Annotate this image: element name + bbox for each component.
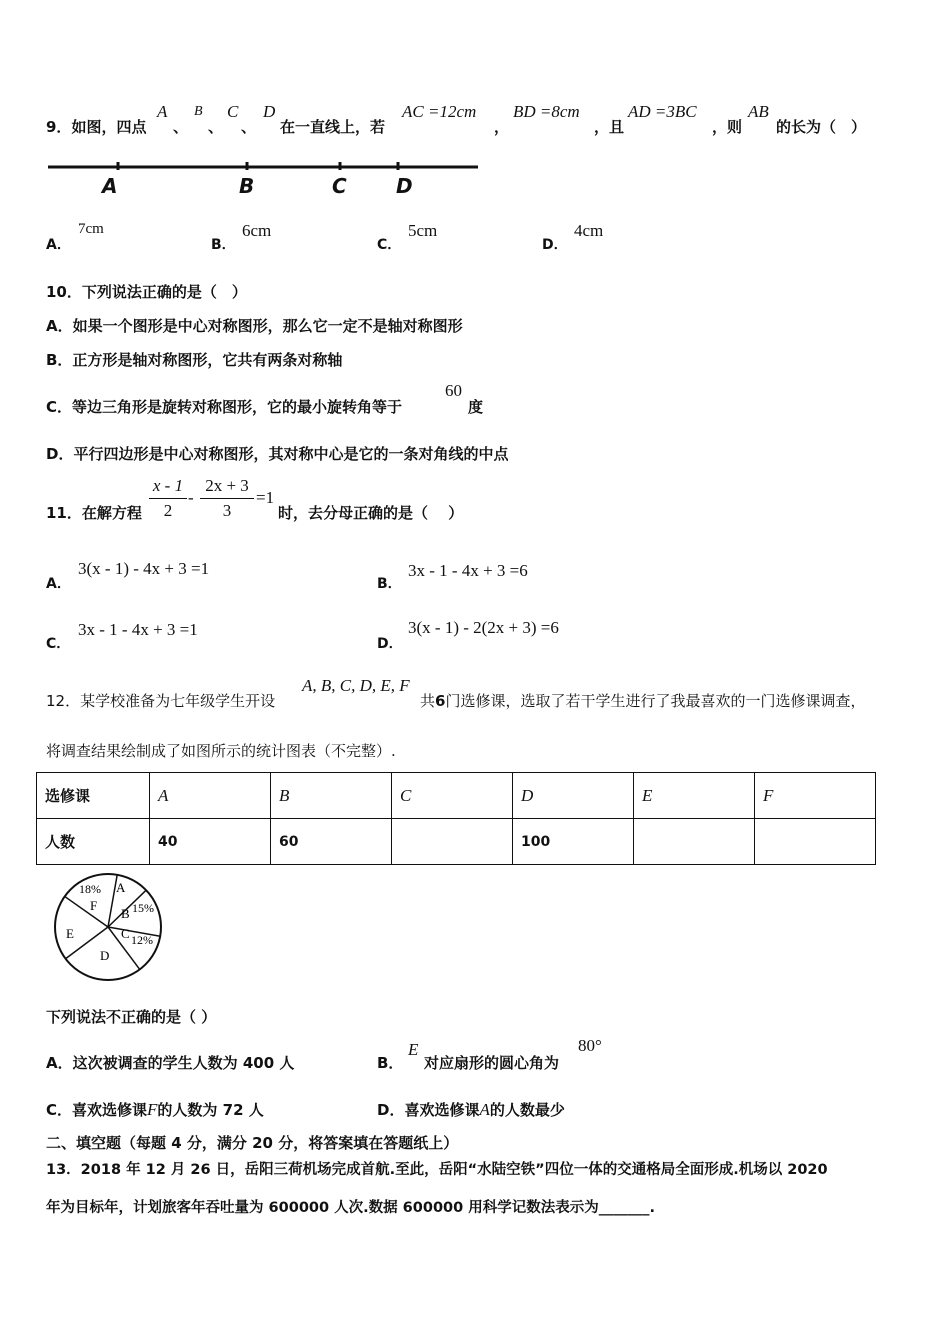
fraction-numerator: x - 1 xyxy=(152,476,184,495)
pie-label-c: C xyxy=(121,926,130,941)
q11-minus: - xyxy=(188,488,194,507)
q11-option-d-label: D． xyxy=(377,636,403,652)
q11-equals: =1 xyxy=(256,488,275,507)
q11-option-c-label: C． xyxy=(46,636,71,652)
q12-option-b-label: B． xyxy=(377,1054,404,1072)
q11-option-a-value: 3(x - 1) - 4x + 3 =1 xyxy=(78,559,210,578)
q11-option-d-value: 3(x - 1) - 2(2x + 3) =6 xyxy=(408,618,559,637)
q9-option-d-value: 4cm xyxy=(574,221,604,240)
q12-courses: A, B, C, D, E, F xyxy=(302,676,410,695)
q9-option-d-label: D． xyxy=(542,237,568,253)
pie-label-b-pct: 15% xyxy=(132,901,154,915)
line-label-c: C xyxy=(332,174,347,198)
q9-var-b: B xyxy=(194,104,203,119)
q9-option-b-value: 6cm xyxy=(242,221,272,240)
q9-var-d: D xyxy=(263,102,276,121)
table-cell xyxy=(392,819,513,865)
q9-var-c: C xyxy=(227,102,239,121)
table-cell: 100 xyxy=(513,819,634,865)
pie-label-c-pct: 12% xyxy=(131,933,153,947)
q10-option-d: D．平行四边形是中心对称图形，其对称中心是它的一条对角线的中点 xyxy=(46,445,509,463)
table-cell: C xyxy=(392,773,513,819)
table-cell: 人数 xyxy=(37,819,150,865)
q9-option-c-value: 5cm xyxy=(408,221,438,240)
q12-option-d: D．喜欢选修课A的人数最少 xyxy=(377,1100,565,1119)
table-cell: B xyxy=(271,773,392,819)
q10-option-c: C．等边三角形是旋转对称图形，它的最小旋转角等于 xyxy=(46,398,403,416)
fraction-denominator: 2 xyxy=(163,501,173,520)
q10-stem: 10．下列说法正确的是（ ） xyxy=(46,283,247,301)
q9-text: ，则 xyxy=(712,118,743,136)
q12-stem-line2: 将调查结果绘制成了如图所示的统计图表（不完整）. xyxy=(46,742,396,760)
table-cell: D xyxy=(513,773,634,819)
q12-substem: 下列说法不正确的是（ ） xyxy=(46,1008,217,1026)
q12-stem: 12．某学校准备为七年级学生开设 xyxy=(46,692,276,710)
q13-line1: 13．2018 年 12 月 26 日，岳阳三荷机场完成首航.至此，岳阳“水陆空铁”四位一体的交通格局全面形成.机场以 2020 xyxy=(46,1162,828,1178)
pie-label-f: F xyxy=(90,898,98,913)
table-cell: F xyxy=(755,773,876,819)
q11-option-a-label: A． xyxy=(46,576,71,592)
fraction-numerator: 2x + 3 xyxy=(205,476,249,495)
q9-comma: ， xyxy=(494,118,510,136)
table-cell: 选修课 xyxy=(37,773,150,819)
pie-slice-boundary-f xyxy=(65,896,108,927)
fraction-denominator: 3 xyxy=(222,501,232,520)
q12-option-b-text: 对应扇形的圆心角为 xyxy=(424,1054,560,1072)
pie-chart xyxy=(48,868,172,984)
q9-sep: 、 xyxy=(173,118,189,136)
q13-line2: 年为目标年，计划旅客年吞吐量为 600000 人次.数据 600000 用科学记数法表示为_______. xyxy=(46,1200,656,1216)
q9-ad: AD =3BC xyxy=(628,102,697,121)
q10-option-c-value: 60 xyxy=(445,381,462,400)
q10-option-a: A．如果一个图形是中心对称图形，那么它一定不是轴对称图形 xyxy=(46,317,463,335)
line-label-b: B xyxy=(239,174,255,198)
table-cell xyxy=(634,819,755,865)
q11-option-c-value: 3x - 1 - 4x + 3 =1 xyxy=(78,620,198,639)
pie-label-d: D xyxy=(100,948,110,963)
line-label-d: D xyxy=(396,174,413,198)
q9-option-c-label: C． xyxy=(377,237,402,253)
table-cell xyxy=(755,819,876,865)
q9-stem: 9．如图，四点 xyxy=(46,118,147,136)
pie-label-e: E xyxy=(66,926,74,941)
q9-ac: AC =12cm xyxy=(402,102,477,121)
pie-label-b: B xyxy=(121,906,130,921)
q12-option-a: A．这次被调查的学生人数为 400 人 xyxy=(46,1054,295,1072)
q9-bd: BD =8cm xyxy=(513,102,580,121)
q9-text: 的长为（ ） xyxy=(776,118,867,136)
q9-option-a-label: A． xyxy=(46,237,71,253)
table-row xyxy=(37,819,876,865)
line-label-a: A xyxy=(102,174,118,198)
q9-text: ，且 xyxy=(594,118,625,136)
q12-option-b-var: E xyxy=(408,1040,419,1059)
q9-text: 在一直线上，若 xyxy=(280,118,386,136)
q11-fraction-1 xyxy=(149,476,187,521)
pie-label-a: A xyxy=(116,880,126,895)
q12-option-c: C．喜欢选修课F的人数为 72 人 xyxy=(46,1100,264,1119)
table-cell: E xyxy=(634,773,755,819)
table-cell: 40 xyxy=(150,819,271,865)
q12-option-b-value: 80° xyxy=(578,1036,602,1055)
q9-ab: AB xyxy=(748,102,769,121)
q11-stem-end: 时，去分母正确的是（ ） xyxy=(278,504,464,522)
pie-label-f-pct: 18% xyxy=(79,882,101,896)
q10-option-c-unit: 度 xyxy=(468,398,484,416)
q11-option-b-label: B． xyxy=(377,576,402,592)
q11-stem: 11．在解方程 xyxy=(46,504,142,522)
q10-option-b: B．正方形是轴对称图形，它共有两条对称轴 xyxy=(46,351,343,369)
q9-var-a: A xyxy=(157,102,168,121)
q9-option-b-label: B． xyxy=(211,237,236,253)
section-heading: 二、填空题（每题 4 分，满分 20 分，将答案填在答题纸上） xyxy=(46,1134,459,1152)
table-cell: A xyxy=(150,773,271,819)
q11-fraction-2 xyxy=(200,476,254,521)
q12-stem-mid: 共6门选修课，选取了若干学生进行了我最喜欢的一门选修课调查， xyxy=(420,692,866,710)
q11-option-b-value: 3x - 1 - 4x + 3 =6 xyxy=(408,561,528,580)
q9-sep: 、 xyxy=(241,118,257,136)
table-cell: 60 xyxy=(271,819,392,865)
q9-option-a-value: 7cm xyxy=(78,221,104,237)
q9-sep: 、 xyxy=(208,118,224,136)
table-header-row xyxy=(37,773,876,819)
course-table xyxy=(36,772,876,865)
